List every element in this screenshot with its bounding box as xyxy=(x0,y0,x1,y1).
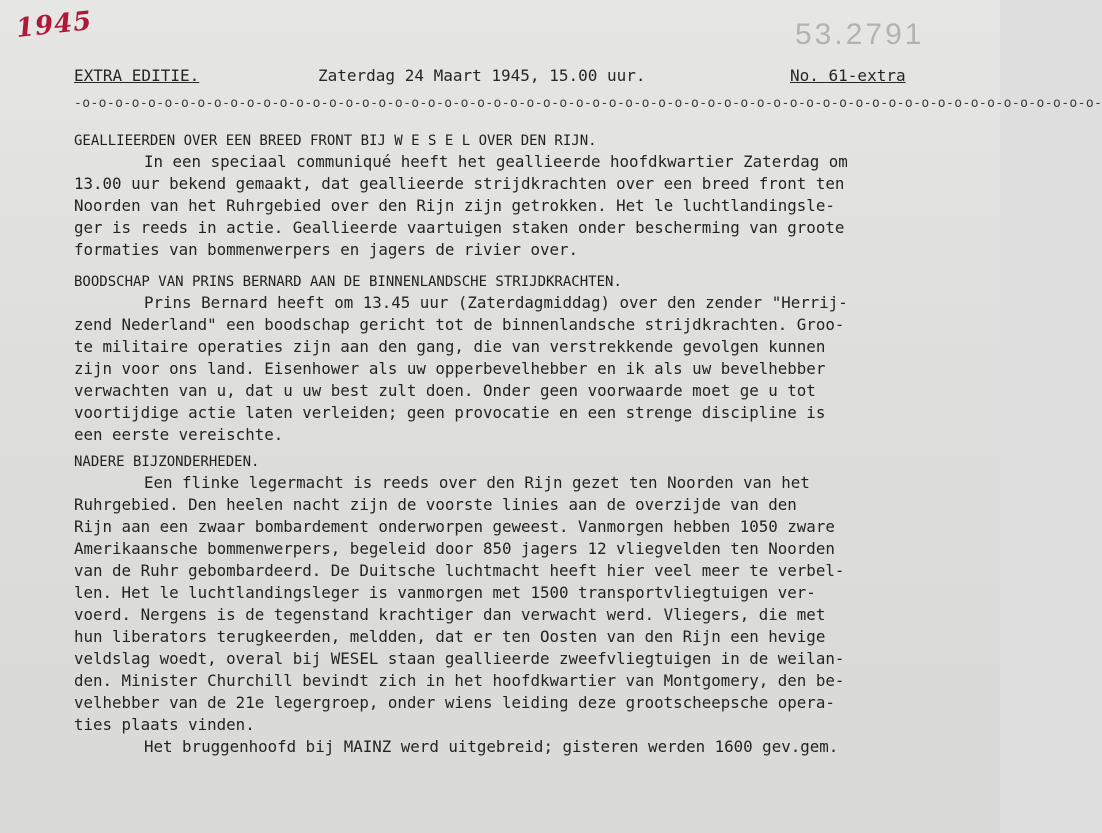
article-line: len. Het le luchtlandingsleger is vanmorgen met 1500 transportvliegtuigen ver- xyxy=(74,583,816,602)
article-line: den. Minister Churchill bevindt zich in het hoofdkwartier van Montgomery, den be- xyxy=(74,671,845,690)
article-line: Rijn aan een zwaar bombardement onderworpen geweest. Vanmorgen hebben 1050 zware xyxy=(74,517,835,536)
article-line: Het bruggenhoofd bij MAINZ werd uitgebreid; gisteren werden 1600 gev.gem. xyxy=(144,737,839,756)
article-line: te militaire operaties zijn aan den gang, die van verstrekkende gevolgen kunnen xyxy=(74,337,826,356)
article-line: zend Nederland" een boodschap gericht tot de binnenlandsche strijdkrachten. Groo- xyxy=(74,315,845,334)
archive-number-annotation: 53.2791 xyxy=(795,18,925,51)
article-line: voerd. Nergens is de tegenstand krachtiger dan verwacht werd. Vliegers, die met xyxy=(74,605,826,624)
article-line: 13.00 uur bekend gemaakt, dat geallieerde strijdkrachten over een breed front ten xyxy=(74,174,845,193)
edition-label: EXTRA EDITIE. xyxy=(74,66,200,85)
article-line: voortijdige actie laten verleiden; geen provocatie en een strenge discipline is xyxy=(74,403,826,422)
article-line: Een flinke legermacht is reeds over den Rijn gezet ten Noorden van het xyxy=(144,473,810,492)
article-nadere-bijzonderheden xyxy=(74,452,954,758)
article-headline: GEALLIEERDEN OVER EEN BREED FRONT BIJ W E S E L OVER DEN RIJN. xyxy=(74,133,597,149)
article-line: Ruhrgebied. Den heelen nacht zijn de voorste linies aan de overzijde van den xyxy=(74,495,797,514)
article-line: ger is reeds in actie. Geallieerde vaartuigen staken onder bescherming van groote xyxy=(74,218,845,237)
article-line: Noorden van het Ruhrgebied over den Rijn zijn getrokken. Het le luchtlandingsle- xyxy=(74,196,835,215)
dateline: Zaterdag 24 Maart 1945, 15.00 uur. xyxy=(318,66,646,85)
divider-line: -o-o-o-o-o-o-o-o-o-o-o-o-o-o-o-o-o-o-o-o-o-o-o-o-o-o-o-o-o-o-o-o-o-o-o-o-o-o-o-o-o-o-o-o-o-o-o-o-o-o-o-o-o-o-o-o-o-o-o-o-o-o- xyxy=(74,96,1102,111)
article-line: velhebber van de 21e legergroep, onder wiens leiding deze grootscheepsche opera- xyxy=(74,693,835,712)
issue-number: No. 61-extra xyxy=(790,66,906,85)
article-line: Prins Bernard heeft om 13.45 uur (Zaterdagmiddag) over den zender "Herrij- xyxy=(144,293,848,312)
article-line: zijn voor ons land. Eisenhower als uw opperbevelhebber en ik als uw bevelhebber xyxy=(74,359,826,378)
article-wesel xyxy=(74,131,954,261)
article-line: verwachten van u, dat u uw best zult doen. Onder geen voorwaarde moet ge u tot xyxy=(74,381,816,400)
article-line: een eerste vereischte. xyxy=(74,425,284,444)
article-headline: NADERE BIJZONDERHEDEN. xyxy=(74,454,260,470)
article-headline: BOODSCHAP VAN PRINS BERNARD AAN DE BINNENLANDSCHE STRIJDKRACHTEN. xyxy=(74,274,622,290)
article-line: In een speciaal communiqué heeft het geallieerde hoofdkwartier Zaterdag om xyxy=(144,152,848,171)
article-line: formaties van bommenwerpers en jagers de rivier over. xyxy=(74,240,579,259)
article-line: van de Ruhr gebombardeerd. De Duitsche luchtmacht heeft hier veel meer te verbel- xyxy=(74,561,845,580)
article-line: veldslag woedt, overal bij WESEL staan geallieerde zweefvliegtuigen in de weilan- xyxy=(74,649,845,668)
handwritten-year-annotation: 1945 xyxy=(14,6,94,44)
article-prins-bernard xyxy=(74,272,954,446)
article-line: hun liberators terugkeerden, meldden, dat er ten Oosten van den Rijn een hevige xyxy=(74,627,826,646)
article-line: Amerikaansche bommenwerpers, begeleid door 850 jagers 12 vliegvelden ten Noorden xyxy=(74,539,835,558)
article-line: ties plaats vinden. xyxy=(74,715,255,734)
